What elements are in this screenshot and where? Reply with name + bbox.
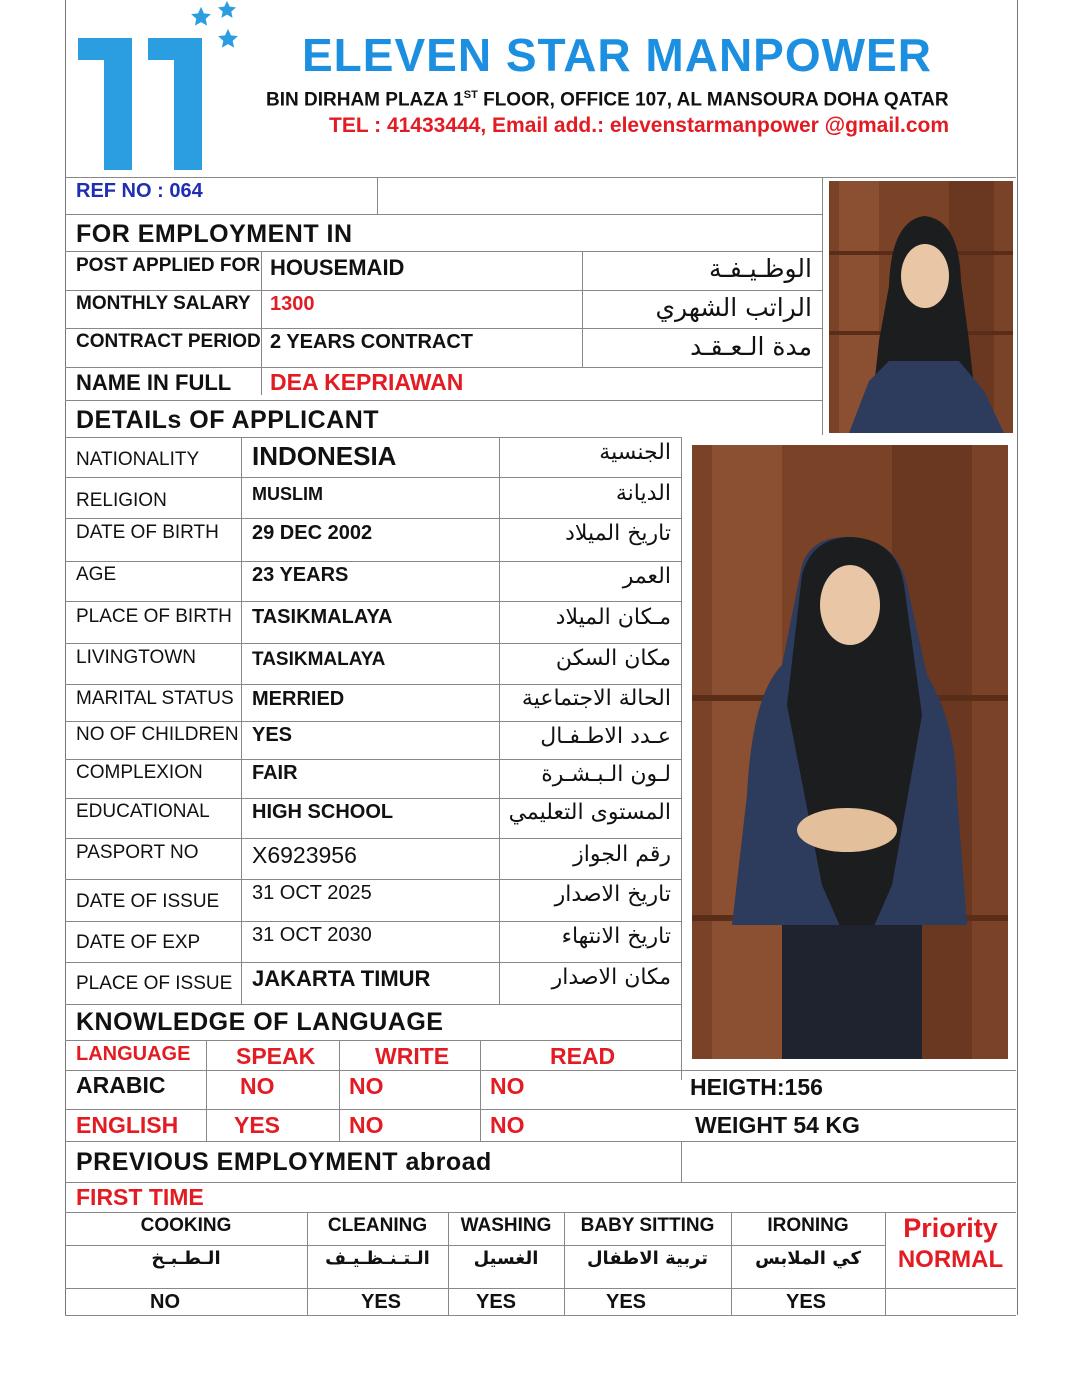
post-applied-value: HOUSEMAID	[270, 255, 405, 280]
company-address: BIN DIRHAM PLAZA 1ST FLOOR, OFFICE 107, AL MANSOURA DOHA QATAR	[266, 89, 949, 111]
divider	[65, 290, 822, 291]
divider	[681, 437, 682, 1080]
skill-cooking-value: NO	[150, 1291, 180, 1313]
divider	[377, 177, 378, 214]
divider	[65, 759, 681, 760]
divider	[65, 561, 681, 562]
divider	[65, 400, 822, 401]
divider	[480, 1040, 481, 1141]
place-of-birth-value: TASIKMALAYA	[252, 606, 393, 628]
education-value: HIGH SCHOOL	[252, 801, 394, 823]
place-of-birth-arabic: مـكان الميلاد	[555, 605, 671, 630]
divider	[65, 177, 1016, 178]
divider	[65, 518, 681, 519]
divider	[582, 251, 583, 367]
company-contact: TEL : 41433444, Email add.: elevenstarmanpower @gmail.com	[329, 114, 950, 137]
write-col-header: WRITE	[375, 1043, 450, 1069]
age-value: 23 YEARS	[252, 564, 349, 586]
language-heading: KNOWLEDGE OF LANGUAGE	[76, 1008, 444, 1036]
children-arabic: عـدد الاطـفـال	[540, 724, 671, 749]
education-label: EDUCATIONAL	[76, 801, 210, 822]
place-of-issue-label: PLACE OF ISSUE	[76, 973, 233, 994]
skill-babysitting-arabic: تربية الاطفال	[586, 1248, 709, 1269]
divider	[65, 1141, 1016, 1142]
skill-cleaning-label: CLEANING	[327, 1215, 428, 1236]
details-heading: DETAILs OF APPLICANT	[76, 406, 380, 434]
speak-col-header: SPEAK	[236, 1043, 316, 1069]
monthly-salary-value: 1300	[270, 293, 315, 315]
full-name-value: DEA KEPRIAWAN	[270, 369, 464, 395]
divider	[261, 251, 262, 395]
skill-babysitting-value: YES	[605, 1291, 647, 1313]
priority-label: Priority	[903, 1213, 998, 1243]
divider	[65, 1109, 1016, 1110]
complexion-value: FAIR	[252, 762, 298, 784]
company-logo	[74, 30, 244, 175]
skill-ironing-label: IRONING	[767, 1215, 849, 1236]
language-arabic: ARABIC	[76, 1072, 166, 1098]
arabic-speak: NO	[240, 1073, 275, 1099]
divider	[339, 1040, 340, 1141]
english-speak: YES	[234, 1112, 281, 1138]
nationality-value: INDONESIA	[252, 441, 397, 471]
divider	[822, 177, 823, 435]
age-arabic: العمر	[622, 564, 671, 589]
divider	[65, 601, 681, 602]
complexion-label: COMPLEXION	[76, 762, 203, 783]
dob-arabic: تاريخ الميلاد	[565, 521, 671, 546]
dob-value: 29 DEC 2002	[252, 522, 373, 544]
divider	[65, 721, 681, 722]
divider	[65, 1040, 681, 1041]
livingtown-label: LIVINGTOWN	[76, 647, 196, 668]
first-time-label: FIRST TIME	[76, 1184, 204, 1210]
skill-ironing-arabic: كي الملابس	[755, 1248, 861, 1269]
contract-period-value: 2 YEARS CONTRACT	[270, 331, 473, 353]
divider	[65, 1070, 1016, 1071]
divider	[65, 1212, 1016, 1213]
previous-employment-heading: PREVIOUS EMPLOYMENT abroad	[76, 1148, 492, 1176]
place-of-birth-label: PLACE OF BIRTH	[76, 606, 232, 627]
religion-arabic: الديانة	[615, 481, 671, 506]
date-of-issue-arabic: تاريخ الاصدار	[554, 882, 671, 907]
applicant-photo-portrait	[829, 181, 1013, 433]
nationality-arabic: الجنسية	[599, 440, 671, 465]
divider	[65, 962, 681, 963]
monthly-salary-label: MONTHLY SALARY	[76, 293, 251, 314]
arabic-write: NO	[349, 1073, 384, 1099]
post-applied-arabic: الوظـيـفـة	[709, 254, 812, 283]
livingtown-arabic: مكان السكن	[555, 646, 671, 671]
divider	[65, 1288, 1016, 1289]
divider	[65, 1245, 885, 1246]
weight-value: WEIGHT 54 KG	[695, 1112, 860, 1138]
dob-label: DATE OF BIRTH	[76, 522, 219, 543]
post-applied-label: POST APPLIED FOR	[76, 255, 261, 276]
nationality-label: NATIONALITY	[76, 449, 200, 470]
divider	[65, 251, 822, 252]
english-write: NO	[349, 1112, 384, 1138]
divider	[65, 684, 681, 685]
skill-babysitting-label: BABY SITTING	[580, 1215, 715, 1236]
skill-cleaning-value: YES	[360, 1291, 402, 1313]
divider	[65, 798, 681, 799]
place-of-issue-arabic: مكان الاصدار	[551, 965, 671, 990]
divider	[65, 1182, 1016, 1183]
passport-label: PASPORT NO	[76, 842, 199, 863]
star-icon	[217, 0, 237, 20]
contract-period-arabic: مدة الـعـقـد	[690, 332, 812, 361]
date-of-exp-value: 31 OCT 2030	[252, 924, 372, 946]
divider	[65, 367, 822, 368]
marital-status-label: MARITAL STATUS	[76, 688, 234, 709]
passport-arabic: رقم الجواز	[573, 842, 671, 867]
employment-heading: FOR EMPLOYMENT IN	[76, 220, 353, 248]
divider	[65, 643, 681, 644]
star-icon	[217, 28, 239, 50]
divider	[65, 1004, 681, 1005]
place-of-issue-value: JAKARTA TIMUR	[252, 966, 431, 991]
divider	[65, 477, 681, 478]
livingtown-value: TASIKMALAYA	[252, 649, 386, 670]
monthly-salary-arabic: الراتب الشهري	[655, 293, 812, 322]
language-english: ENGLISH	[76, 1112, 179, 1138]
divider	[681, 1141, 682, 1182]
skill-cleaning-arabic: الـتـنـظـيـف	[325, 1248, 430, 1269]
divider	[65, 1315, 1016, 1316]
full-name-label: NAME IN FULL	[76, 370, 232, 395]
divider	[65, 921, 681, 922]
skill-cooking-label: COOKING	[140, 1215, 232, 1236]
age-label: AGE	[76, 564, 117, 585]
divider	[65, 437, 681, 438]
marital-status-arabic: الحالة الاجتماعية	[521, 686, 671, 711]
ref-number: REF NO : 064	[76, 180, 203, 202]
religion-label: RELIGION	[76, 490, 167, 511]
applicant-photo-full	[692, 445, 1008, 1059]
date-of-exp-label: DATE OF EXP	[76, 932, 201, 953]
children-label: NO OF CHILDREN	[76, 724, 239, 745]
date-of-exp-arabic: تاريخ الانتهاء	[561, 924, 671, 949]
height-value: HEIGTH:156	[690, 1074, 823, 1100]
divider	[65, 328, 822, 329]
marital-status-value: MERRIED	[252, 688, 345, 710]
date-of-issue-value: 31 OCT 2025	[252, 882, 372, 904]
divider	[65, 879, 681, 880]
language-col-header: LANGUAGE	[76, 1043, 191, 1065]
divider	[65, 214, 822, 215]
arabic-read: NO	[490, 1073, 525, 1099]
read-col-header: READ	[550, 1043, 616, 1069]
passport-value: X6923956	[252, 842, 357, 868]
skill-ironing-value: YES	[785, 1291, 827, 1313]
skill-washing-label: WASHING	[460, 1215, 552, 1236]
education-arabic: المستوى التعليمي	[508, 800, 671, 825]
contract-period-label: CONTRACT PERIOD	[76, 331, 261, 352]
complexion-arabic: لـون الـبـشـرة	[541, 762, 671, 787]
skill-washing-value: YES	[475, 1291, 517, 1313]
star-icon	[190, 6, 212, 28]
skill-washing-arabic: الغسيل	[473, 1248, 539, 1269]
date-of-issue-label: DATE OF ISSUE	[76, 891, 220, 912]
religion-value: MUSLIM	[252, 484, 323, 504]
priority-value: NORMAL	[897, 1246, 1004, 1273]
divider	[206, 1040, 207, 1141]
children-value: YES	[252, 724, 293, 746]
divider	[65, 838, 681, 839]
skill-cooking-arabic: الـطـبـخ	[151, 1248, 221, 1269]
company-name: ELEVEN STAR MANPOWER	[302, 29, 932, 81]
english-read: NO	[490, 1112, 525, 1138]
